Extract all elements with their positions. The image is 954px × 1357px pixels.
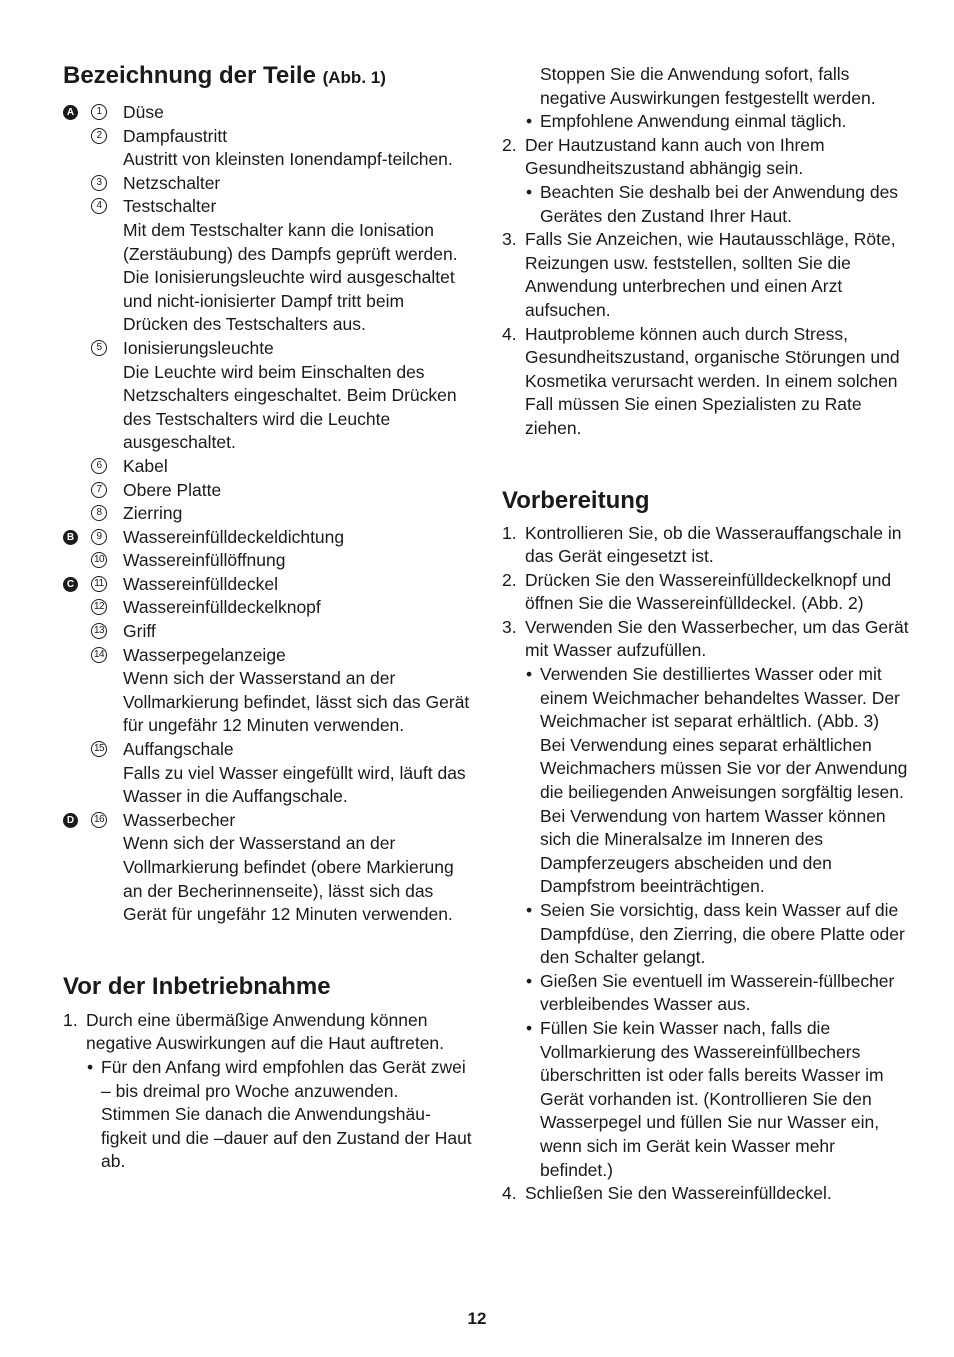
part-number: 14 xyxy=(91,647,107,663)
part-name: Auffangschale xyxy=(123,739,234,760)
list-item: 3. Falls Sie Anzeichen, wie Hautausschläge, Röte, Reizungen usw. feststellen, sollten Sie die Anwendung unterbrechen und einen Arzt aufsuchen. xyxy=(502,229,896,320)
section-title-parts: Bezeichnung der Teile (Abb. 1) xyxy=(63,62,386,89)
figure-label-badge: D xyxy=(63,813,78,828)
part-item xyxy=(63,195,473,337)
part-name: Dampfaustritt xyxy=(123,125,228,146)
page-number: 12 xyxy=(467,1309,487,1328)
part-item xyxy=(63,809,473,927)
part-number: 13 xyxy=(91,623,107,639)
part-item xyxy=(63,125,473,172)
bullet-item: • Verwenden Sie destilliertes Wasser oder mit einem Weichmacher behandeltes Wasser. Der Weichmacher ist separat erhältlich. (Abb. 3) Bei Verwendung eines separat erhältlichen Weichmachers müssen Sie vor der Anwendung die beiliegenden Anweisungen sorgfältig lesen. Bei Verwendung von hartem Wasser können sich die Mineralsalze im Inneren des Dampferzeugers abscheiden und den Dampfstrom beeinträchtigen. xyxy=(526,664,908,897)
part-number: 4 xyxy=(91,198,107,214)
part-item xyxy=(63,172,473,196)
section-title-preparation: Vorbereitung xyxy=(502,486,650,514)
part-name: Düse xyxy=(123,102,164,122)
list-item: 1. Kontrollieren Sie, ob die Wasserauffangschale in das Gerät eingesetzt ist. xyxy=(502,522,902,567)
part-name: Zierring xyxy=(123,503,183,524)
part-item xyxy=(63,455,473,479)
bullet-item: • Gießen Sie eventuell im Wasserein-füllbecher verbleibendes Wasser aus. xyxy=(526,970,895,1015)
figure-label-badge: B xyxy=(63,530,78,545)
list-item: 4. Schließen Sie den Wassereinfülldeckel. xyxy=(502,1183,832,1204)
part-number: 7 xyxy=(91,482,107,498)
part-item xyxy=(63,644,473,738)
part-item xyxy=(63,526,473,550)
part-number: 16 xyxy=(91,812,107,828)
part-number: 15 xyxy=(91,741,107,757)
part-item xyxy=(63,101,473,125)
list-item: 3. Verwenden Sie den Wasserbecher, um das Gerät mit Wasser aufzufüllen. • Verwenden Sie destilliertes Wasser oder mit einem Weichmacher behandeltes Wasser. Der Weichmacher ist separat erhältlich. (Abb. 3) Bei Verwendung eines separat erhältlichen Weichmachers müssen Sie vor der Anwendung die beiliegenden Anweisungen sorgfältig lesen. Bei Verwendung von hartem Wasser können sich die Mineralsalze im Inneren des Dampferzeugers abscheiden und den Dampfstrom beeinträchtigen. • Seien Sie vorsichtig, dass kein Wasser auf die Dampfdüse, den Zierring, die obere Platte oder den Schalter gelangt. • Gießen Sie eventuell im Wasserein-füllbecher verbleibendes Wasser aus. • Füllen Sie kein Wasser nach, falls die Vollmarkierung des Wassereinfüllbechers überschritten ist oder falls bereits Wasser im Gerät vorhanden ist. (Kontrollieren Sie den Wasserpegel und füllen Sie nur Wasser ein, wenn sich im Gerät kein Wasser mehr befindet.) xyxy=(502,616,912,1182)
part-item xyxy=(63,620,473,644)
part-name: Wassereinfüllöffnung xyxy=(123,550,286,571)
bullet-item: • Füllen Sie kein Wasser nach, falls die Vollmarkierung des Wassereinfüllbechers überschritten ist oder falls bereits Wasser im Gerät vorhanden ist. (Kontrollieren Sie den Wasserpegel und füllen Sie nur Wasser ein, wenn sich im Gerät kein Wasser mehr befindet.) xyxy=(526,1017,884,1180)
part-number: 1 xyxy=(91,104,107,120)
preparation-list xyxy=(502,522,912,1206)
part-number: 10 xyxy=(91,552,107,568)
part-description: Falls zu viel Wasser eingefüllt wird, läuft das Wasser in die Auffangschale. xyxy=(123,762,466,807)
part-description: Mit dem Testschalter kann die Ionisation (Zerstäubung) des Dampfs geprüft werden. Die Ionisierungsleuchte wird ausgeschaltet und nicht-ionisierter Dampf tritt beim Drücken des Testschalters aus. xyxy=(123,219,458,335)
part-item xyxy=(63,337,473,455)
bullet-note: Stimmen Sie danach die Anwendungshäu-figkeit und die –dauer auf den Zustand der Haut ab. xyxy=(101,1104,472,1172)
right-column xyxy=(502,63,912,1206)
part-number: 9 xyxy=(91,529,107,545)
part-description: Wenn sich der Wasserstand an der Vollmarkierung befindet, lässt sich das Gerät für ungefähr 12 Minuten verwenden. xyxy=(123,668,470,736)
part-name: Kabel xyxy=(123,455,168,476)
part-name: Griff xyxy=(123,621,156,642)
part-name: Netzschalter xyxy=(123,172,221,193)
part-name: Wasserbecher xyxy=(123,809,236,830)
part-description: Austritt von kleinsten Ionendampf-teilchen. xyxy=(123,149,453,170)
part-number: 11 xyxy=(91,576,107,592)
bullet-item: • Empfohlene Anwendung einmal täglich. xyxy=(526,111,847,132)
part-name: Testschalter xyxy=(123,196,217,217)
bullet-item: • Beachten Sie deshalb bei der Anwendung des Gerätes den Zustand Ihrer Haut. xyxy=(526,181,899,226)
part-item xyxy=(63,573,473,597)
part-description: Die Leuchte wird beim Einschalten des Netzschalters eingeschaltet. Beim Drücken des Testschalters wird die Leuchte ausgeschaltet. xyxy=(123,361,457,453)
part-name: Ionisierungsleuchte xyxy=(123,337,274,358)
part-number: 5 xyxy=(91,340,107,356)
part-number: 8 xyxy=(91,505,107,521)
part-name: Wassereinfülldeckel xyxy=(123,573,278,594)
bullet-item: • Für den Anfang wird empfohlen das Gerät zwei – bis dreimal pro Woche anzuwenden. xyxy=(87,1056,466,1101)
part-name: Wassereinfülldeckelknopf xyxy=(123,597,321,618)
list-item: 4. Hautprobleme können auch durch Stress, Gesundheitszustand, organische Störungen und Kosmetika verursacht werden. In einem solchen Fall müssen Sie einen Spezialisten zu Rate ziehen. xyxy=(502,323,900,438)
parts-list xyxy=(63,101,473,927)
part-number: 2 xyxy=(91,128,107,144)
part-name: Obere Platte xyxy=(123,479,222,500)
part-item xyxy=(63,738,473,809)
part-item xyxy=(63,549,473,573)
part-item xyxy=(63,502,473,526)
figure-label-badge: C xyxy=(63,577,78,592)
part-number: 12 xyxy=(91,599,107,615)
figure-label-badge: A xyxy=(63,105,78,120)
part-number: 6 xyxy=(91,458,107,474)
bullet-item: • Seien Sie vorsichtig, dass kein Wasser auf die Dampfdüse, den Zierring, die obere Platte oder den Schalter gelangt. xyxy=(526,900,905,968)
list-item: 2. Drücken Sie den Wassereinfülldeckelknopf und öffnen Sie die Wassereinfülldeckel. (Abb. 2) xyxy=(502,569,892,614)
list-item: 1. Durch eine übermäßige Anwendung können negative Auswirkungen auf die Haut auftreten. • Für den Anfang wird empfohlen das Gerät zwei – bis dreimal pro Woche anzuwenden. Stimmen Sie danach die Anwendungshäu-figkeit und die –dauer auf den Zustand der Haut ab. xyxy=(63,1009,473,1174)
part-description: Wenn sich der Wasserstand an der Vollmarkierung befindet (obere Markierung an der Becherinnenseite), lässt sich das Gerät für ungefähr 12 Minuten verwenden. xyxy=(123,833,454,925)
part-item xyxy=(63,596,473,620)
part-name: Wassereinfülldeckeldichtung xyxy=(123,526,345,547)
continued-text: Stoppen Sie die Anwendung sofort, falls negative Auswirkungen festgestellt werden. xyxy=(540,64,876,108)
left-column xyxy=(63,60,473,1174)
list-item: 2. Der Hautzustand kann auch von Ihrem Gesundheitszustand abhängig sein. • Beachten Sie deshalb bei der Anwendung des Gerätes den Zustand Ihrer Haut. xyxy=(502,134,912,228)
part-name: Wasserpegelanzeige xyxy=(123,644,286,665)
part-number: 3 xyxy=(91,175,107,191)
section-title-before-use: Vor der Inbetriebnahme xyxy=(63,972,331,1000)
before-use-list xyxy=(63,1009,473,1174)
part-item xyxy=(63,479,473,503)
